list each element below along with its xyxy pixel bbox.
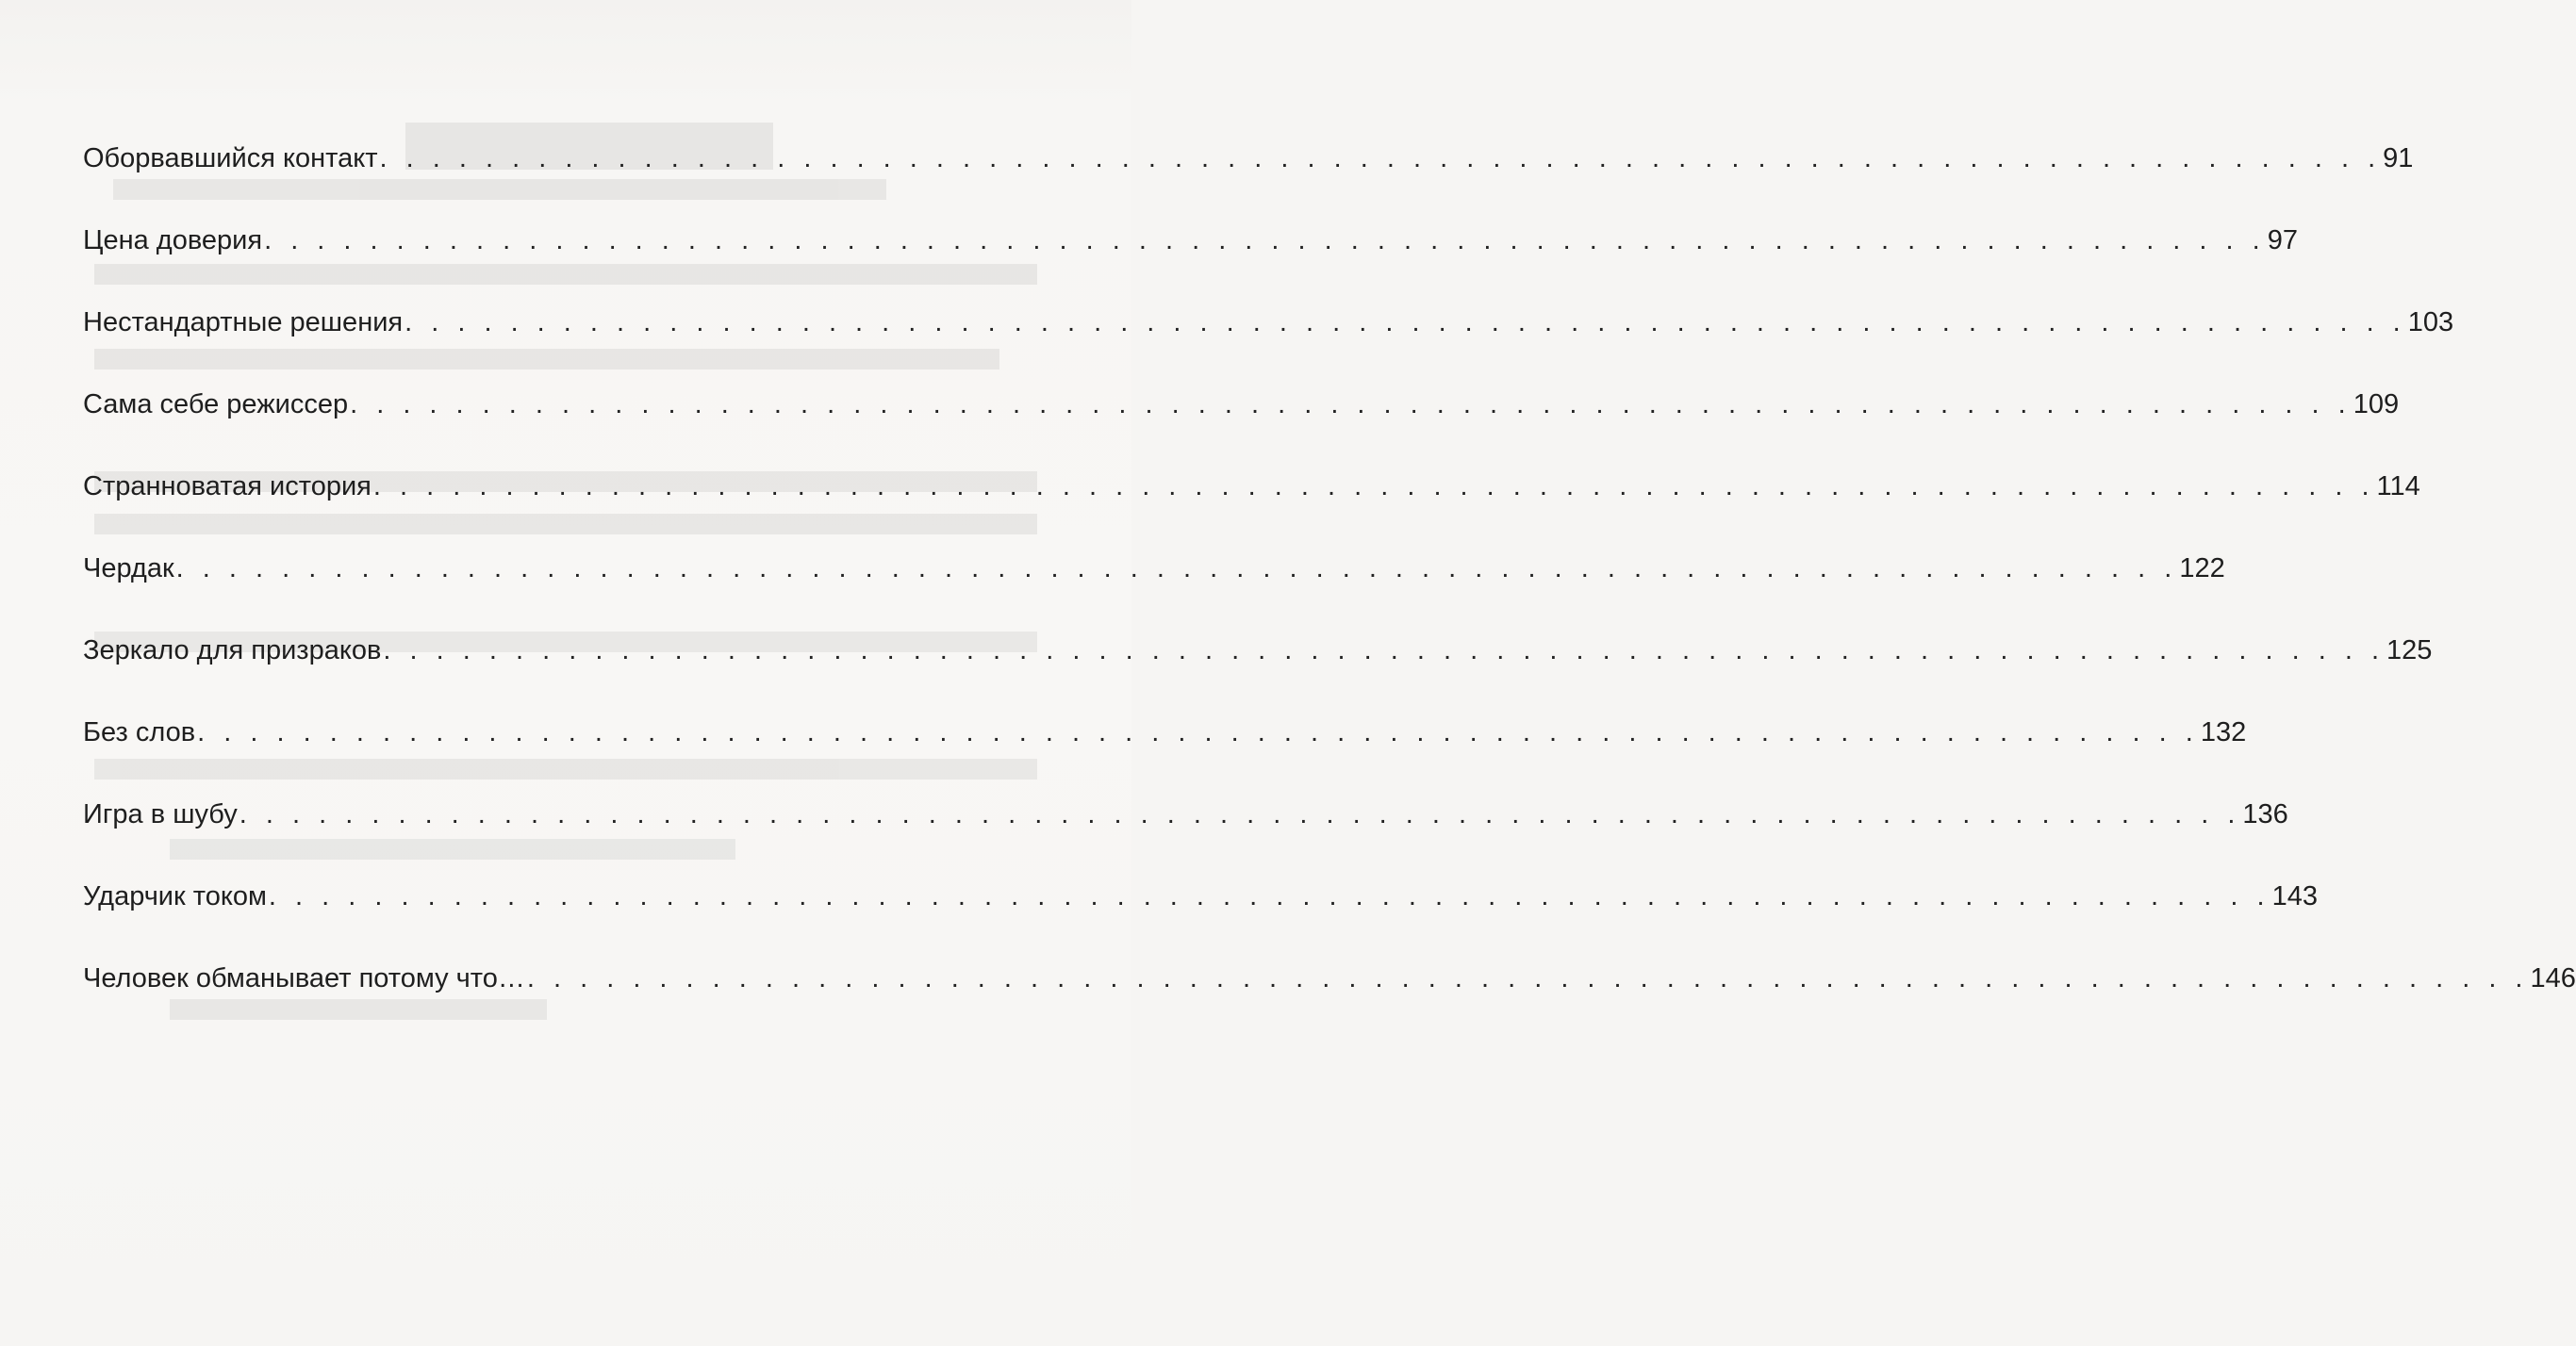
dot-leader: . . . . . . . . . . . . . . . . . . . . . . . . . . . . . . . . . . . . . . . . . . . . . . . . . . . . . . . . . . . . . . . . . . . . . . . . . . . .: [372, 471, 2375, 501]
dot-leader: . . . . . . . . . . . . . . . . . . . . . . . . . . . . . . . . . . . . . . . . . . . . . . . . . . . . . . . . . . . . . . . . . . . . . . . . . . . .: [268, 881, 2271, 911]
toc-entry[interactable]: [83, 624, 2433, 669]
dot-leader: . . . . . . . . . . . . . . . . . . . . . . . . . . . . . . . . . . . . . . . . . . . . . . . . . . . . . . . . . . . . . . . . . . . . . . . . . . . .: [350, 389, 2352, 419]
toc-entry[interactable]: [83, 214, 2298, 259]
toc-entry[interactable]: [83, 870, 2318, 915]
show-through-texture: [0, 0, 1131, 1346]
dot-leader: . . . . . . . . . . . . . . . . . . . . . . . . . . . . . . . . . . . . . . . . . . . . . . . . . . . . . . . . . . . . . . . . . . . . . . . . . . . .: [175, 553, 2178, 583]
toc-entry-title: Цена доверия: [83, 225, 263, 255]
toc-entry-page-number: 125: [2386, 635, 2433, 665]
toc-entry-title: Зеркало для призраков: [83, 635, 382, 665]
toc-entry-page-number: 91: [2383, 143, 2414, 173]
dot-leader: . . . . . . . . . . . . . . . . . . . . . . . . . . . . . . . . . . . . . . . . . . . . . . . . . . . . . . . . . . . . . . . . . . . . . . . . . . . .: [526, 963, 2529, 993]
toc-entry[interactable]: [83, 132, 2414, 177]
toc-entry[interactable]: [83, 706, 2247, 751]
toc-entry-title: Странноватая история: [83, 471, 372, 501]
toc-entry-title: Ударчик током: [83, 881, 267, 911]
toc-entry-title: Нестандартные решения: [83, 307, 404, 337]
toc-entry[interactable]: [83, 788, 2288, 833]
toc-entry-title: Сама себе режиссер: [83, 389, 349, 419]
toc-entry-page-number: 122: [2179, 553, 2225, 583]
toc-entry-page-number: 114: [2376, 471, 2420, 501]
toc-entry-page-number: 136: [2242, 799, 2288, 829]
toc-entry[interactable]: [83, 296, 2454, 341]
toc-entry-title: Человек обманывает потому что…: [83, 963, 525, 993]
toc-entry-page-number: 103: [2407, 307, 2454, 337]
toc-entry-title: Оборвавшийся контакт: [83, 143, 378, 173]
toc-entry-page-number: 132: [2200, 717, 2247, 747]
toc-entry[interactable]: [83, 460, 2420, 505]
toc-entry-page-number: 146: [2530, 963, 2576, 993]
dot-leader: . . . . . . . . . . . . . . . . . . . . . . . . . . . . . . . . . . . . . . . . . . . . . . . . . . . . . . . . . . . . . . . . . . . . . . . . . . . .: [405, 307, 2406, 337]
toc-entry-title: Игра в шубу: [83, 799, 238, 829]
toc-entry-title: Чердак: [83, 553, 174, 583]
dot-leader: . . . . . . . . . . . . . . . . . . . . . . . . . . . . . . . . . . . . . . . . . . . . . . . . . . . . . . . . . . . . . . . . . . . . . . . . . . . .: [383, 635, 2386, 665]
toc-entry-page-number: 97: [2267, 225, 2298, 255]
dot-leader: . . . . . . . . . . . . . . . . . . . . . . . . . . . . . . . . . . . . . . . . . . . . . . . . . . . . . . . . . . . . . . . . . . . . . . . . . . . .: [264, 225, 2266, 255]
toc-entry-page-number: 109: [2353, 389, 2400, 419]
toc-entry[interactable]: [83, 542, 2225, 587]
toc-entry-title: Без слов: [83, 717, 196, 747]
toc-entry-page-number: 143: [2271, 881, 2318, 911]
toc-entry[interactable]: [83, 952, 2576, 997]
dot-leader: . . . . . . . . . . . . . . . . . . . . . . . . . . . . . . . . . . . . . . . . . . . . . . . . . . . . . . . . . . . . . . . . . . . . . . . . . . . .: [379, 143, 2382, 173]
dot-leader: . . . . . . . . . . . . . . . . . . . . . . . . . . . . . . . . . . . . . . . . . . . . . . . . . . . . . . . . . . . . . . . . . . . . . . . . . . . .: [239, 799, 2241, 829]
dot-leader: . . . . . . . . . . . . . . . . . . . . . . . . . . . . . . . . . . . . . . . . . . . . . . . . . . . . . . . . . . . . . . . . . . . . . . . . . . . .: [197, 717, 2199, 747]
toc-entry[interactable]: [83, 378, 2400, 423]
